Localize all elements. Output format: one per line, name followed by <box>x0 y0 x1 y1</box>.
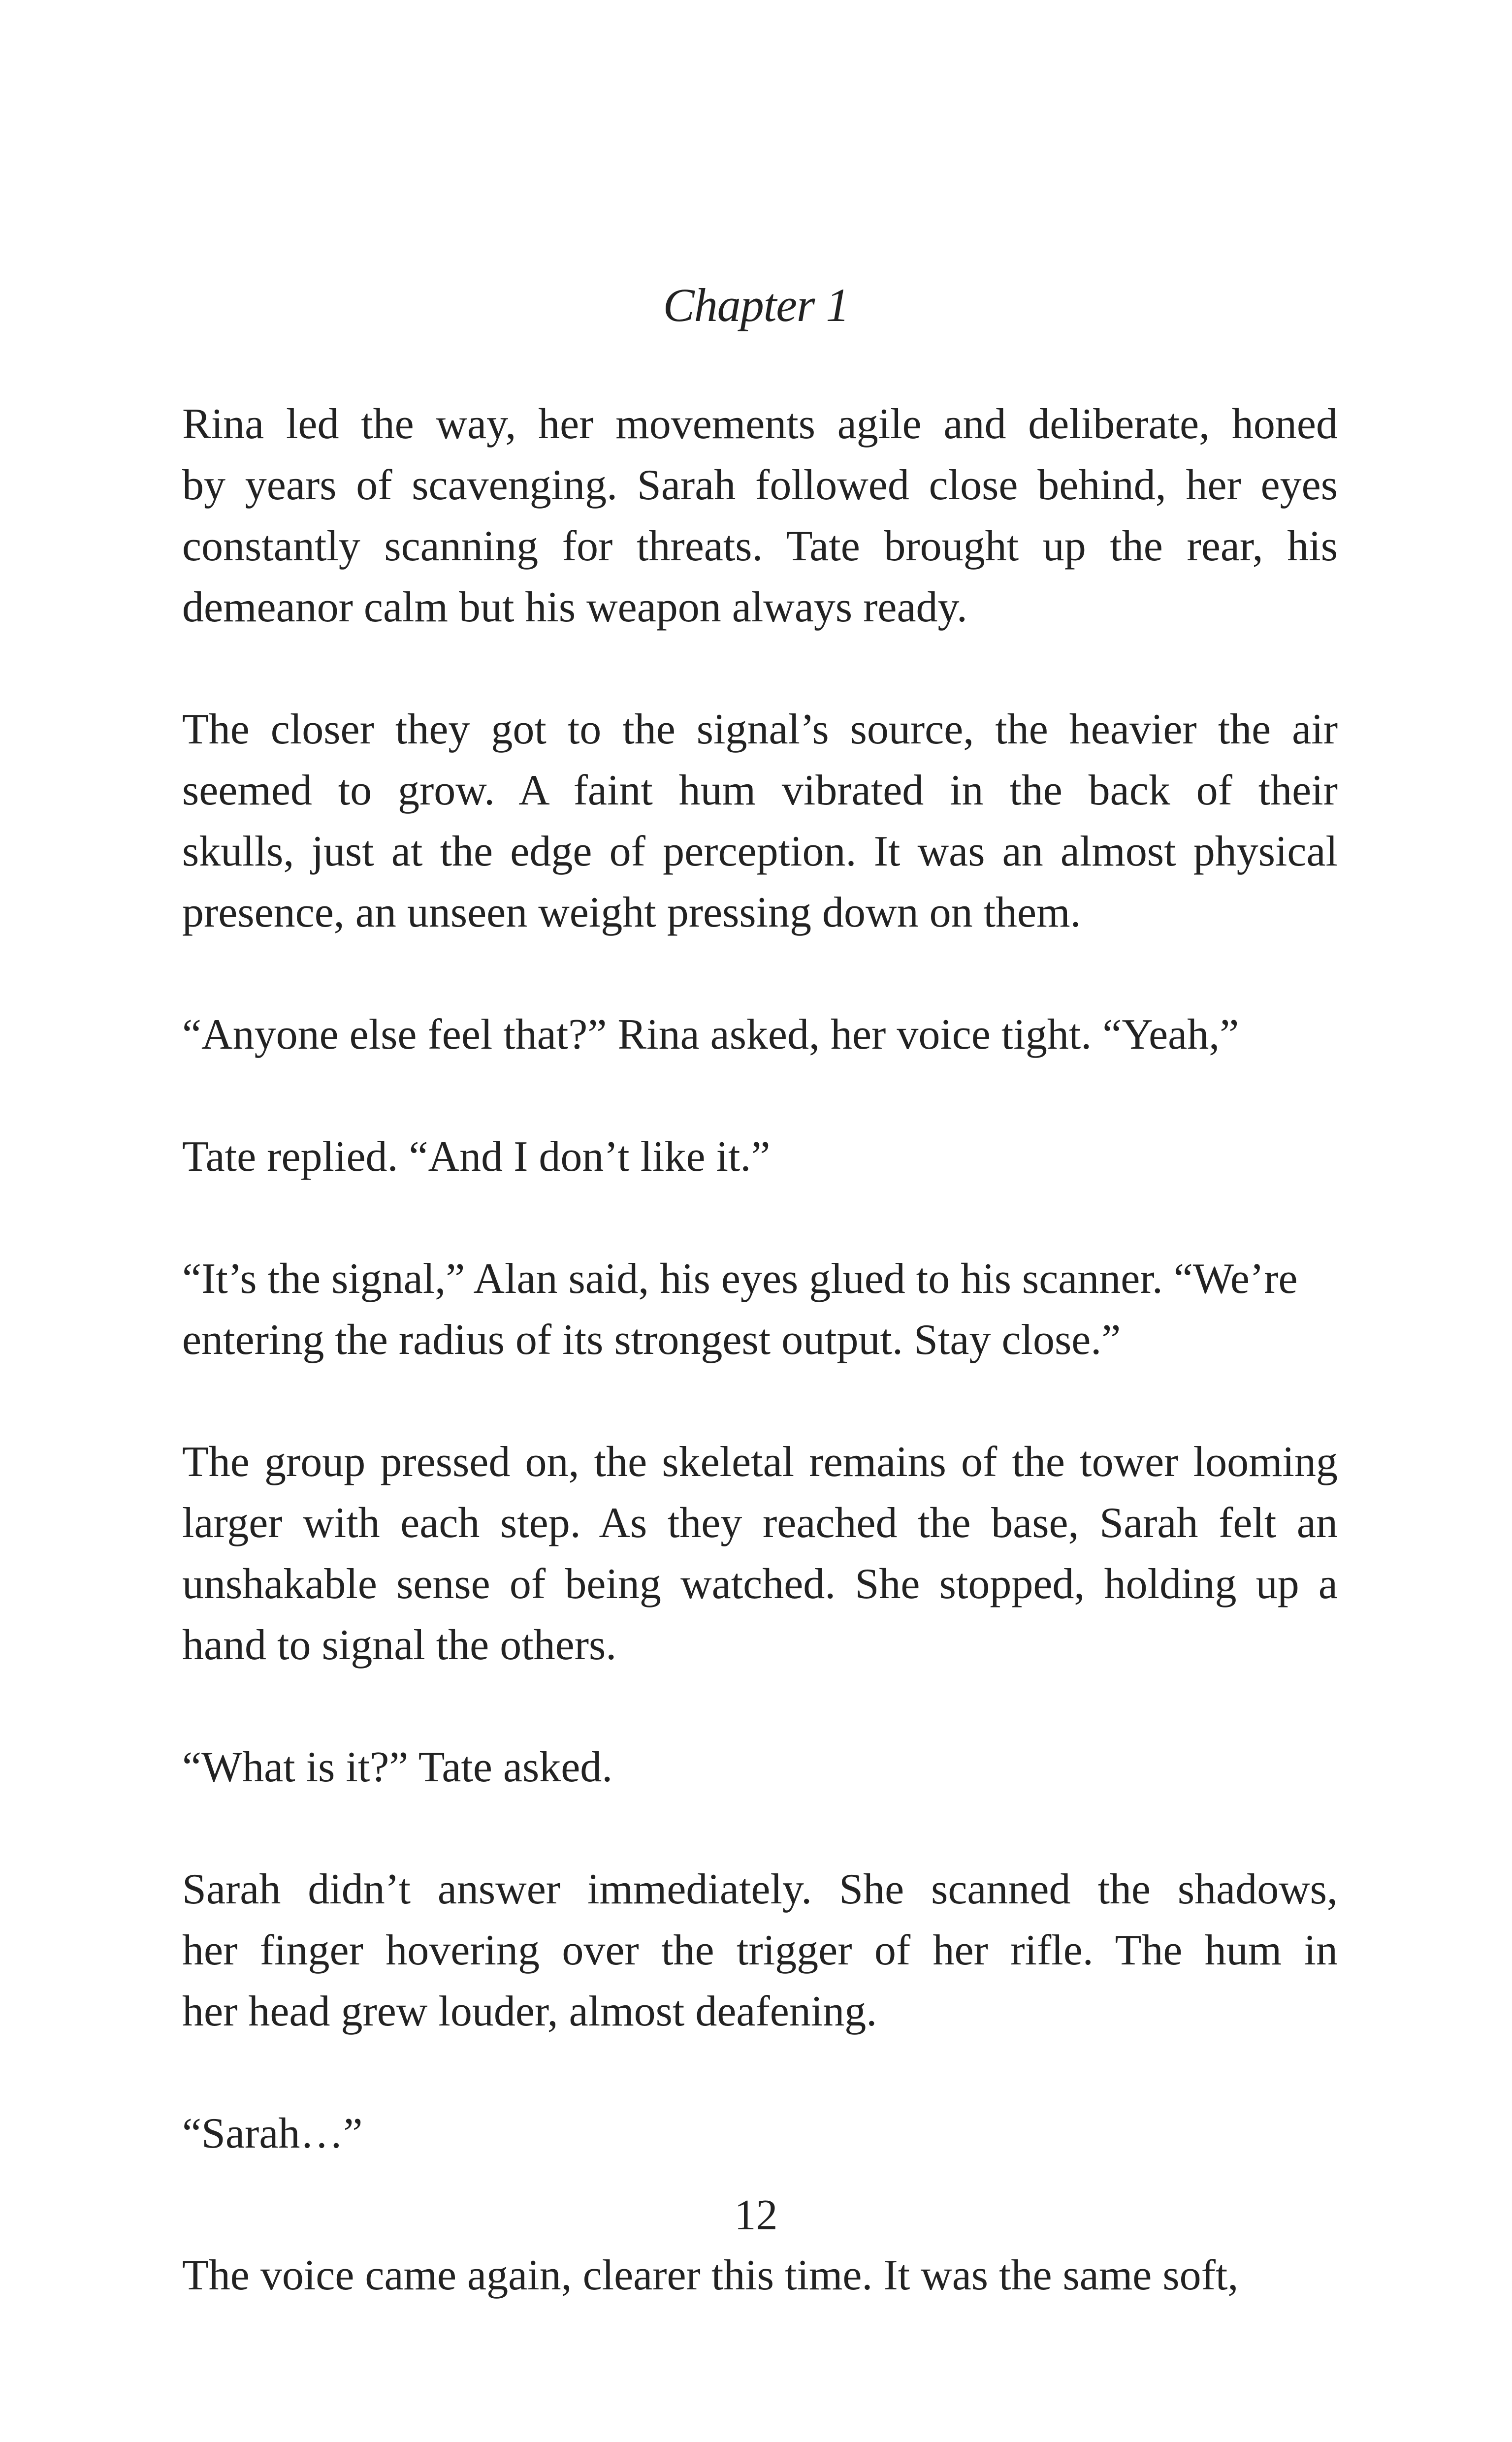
text-line: demeanor calm but his weapon always ready. <box>182 583 967 631</box>
text-line: entering the radius of its strongest output. Stay close.” <box>182 1316 1121 1364</box>
text-line: Sarah didn’t answer immediately. She scanned the shadows, <box>182 1865 1338 1913</box>
text-line: unshakable sense of being watched. She stopped, holding up a <box>182 1560 1338 1608</box>
chapter-title: Chapter 1 <box>663 279 849 331</box>
text-line: skulls, just at the edge of perception. It was an almost physical <box>182 828 1338 875</box>
page-number: 12 <box>734 2191 778 2239</box>
text-line: constantly scanning for threats. Tate brought up the rear, his <box>182 522 1338 570</box>
text-line: “Sarah…” <box>182 2110 363 2157</box>
text-line: “It’s the signal,” Alan said, his eyes glued to his scanner. “We’re <box>182 1255 1298 1303</box>
text-line: Tate replied. “And I don’t like it.” <box>182 1133 771 1181</box>
text-line: her head grew louder, almost deafening. <box>182 1988 877 2035</box>
text-line: “What is it?” Tate asked. <box>182 1743 613 1791</box>
text-line: The voice came again, clearer this time. It was the same soft, <box>182 2251 1239 2299</box>
text-line: presence, an unseen weight pressing down on them. <box>182 889 1081 936</box>
text-line: Rina led the way, her movements agile and deliberate, honed <box>182 400 1338 448</box>
text-line: larger with each step. As they reached the base, Sarah felt an <box>182 1499 1338 1547</box>
text-line: hand to signal the others. <box>182 1621 617 1669</box>
text-line: by years of scavenging. Sarah followed close behind, her eyes <box>182 461 1338 509</box>
text-line: seemed to grow. A faint hum vibrated in the back of their <box>182 767 1338 814</box>
text-line: “Anyone else feel that?” Rina asked, her voice tight. “Yeah,” <box>182 1011 1239 1059</box>
text-line: The group pressed on, the skeletal remains of the tower looming <box>182 1438 1338 1486</box>
text-line: her finger hovering over the trigger of her rifle. The hum in <box>182 1927 1338 1974</box>
text-line: The closer they got to the signal’s source, the heavier the air <box>182 706 1338 753</box>
